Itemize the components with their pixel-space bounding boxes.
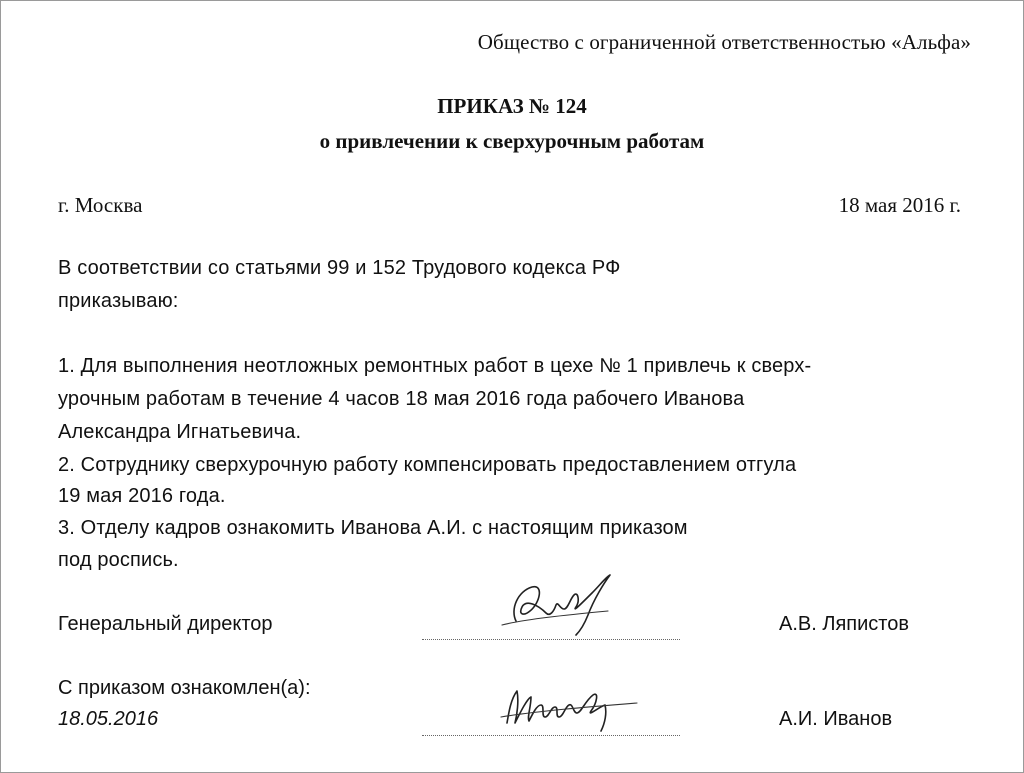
order-title: ПРИКАЗ № 124 bbox=[437, 94, 587, 118]
acknowledged-label: С приказом ознакомлен(а): bbox=[58, 677, 311, 699]
organization-name: Общество с ограниченной ответственностью «Альфа» bbox=[477, 30, 971, 54]
order-item-line: Александра Игнатьевича. bbox=[58, 421, 302, 443]
acknowledged-date: 18.05.2016 bbox=[58, 708, 159, 730]
employee-signature bbox=[497, 677, 647, 737]
employee-name: А.И. Иванов bbox=[779, 708, 893, 730]
order-item-line: под роспись. bbox=[58, 549, 179, 571]
order-item-line: 1. Для выполнения неотложных ремонтных работ в цехе № 1 привлечь к сверх- bbox=[58, 355, 812, 377]
order-item-line: урочным работам в течение 4 часов 18 мая 2016 года рабочего Иванова bbox=[58, 388, 745, 410]
director-signature bbox=[496, 569, 626, 641]
order-date: 18 мая 2016 г. bbox=[838, 193, 961, 217]
order-city: г. Москва bbox=[58, 193, 143, 217]
director-role: Генеральный директор bbox=[58, 613, 273, 635]
order-subject: о привлечении к сверхурочным работам bbox=[319, 129, 705, 153]
preamble-line: приказываю: bbox=[58, 290, 179, 312]
order-item-line: 3. Отделу кадров ознакомить Иванова А.И. с настоящим приказом bbox=[58, 517, 688, 539]
order-item-line: 2. Сотруднику сверхурочную работу компенсировать предоставлением отгула bbox=[58, 454, 797, 476]
order-item-line: 19 мая 2016 года. bbox=[58, 485, 226, 507]
preamble-line: В соответствии со статьями 99 и 152 Трудового кодекса РФ bbox=[58, 257, 621, 279]
director-name: А.В. Ляпистов bbox=[779, 613, 909, 635]
